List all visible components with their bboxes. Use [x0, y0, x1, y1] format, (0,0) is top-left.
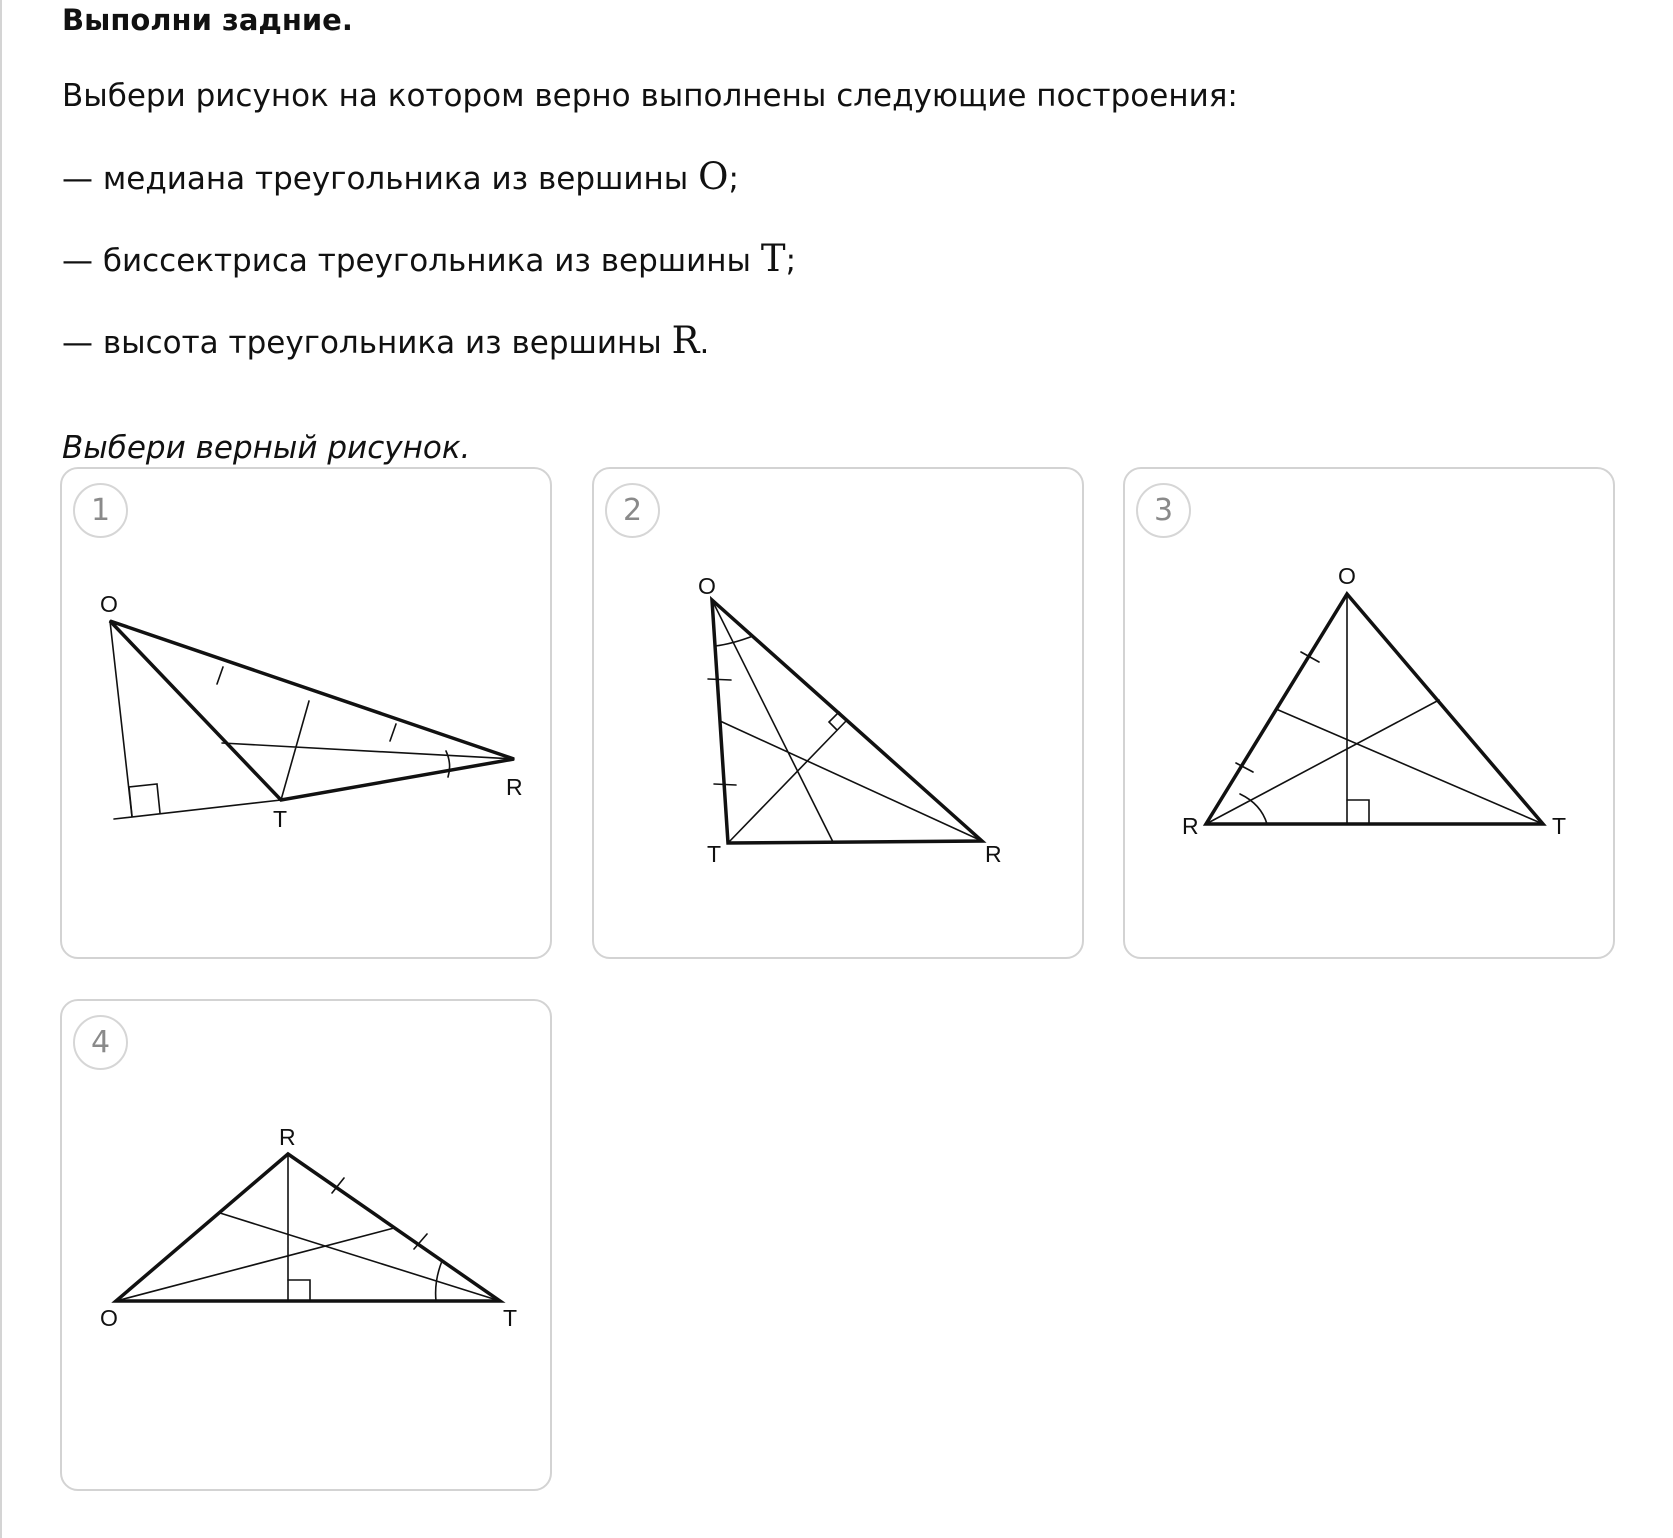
triangle-sides: [116, 1154, 500, 1301]
option-card-3[interactable]: [1123, 467, 1615, 959]
requirement-bisector: [62, 237, 796, 283]
requirement-altitude-text: — высота треугольника из вершины: [62, 325, 672, 361]
vertex-label-r: R: [506, 774, 523, 800]
construction-lines: [110, 621, 514, 819]
right-angle-mark: [129, 784, 160, 816]
vertex-label-r: R: [279, 1124, 296, 1150]
triangle-sides: [110, 621, 514, 800]
option-number-badge: 1: [73, 483, 128, 538]
vertex-label-o: O: [698, 573, 716, 599]
vertex-label-r: R: [985, 841, 1002, 867]
requirement-altitude-end: .: [699, 325, 710, 361]
option-card-2[interactable]: [592, 467, 1084, 959]
vertex-label-o: O: [1338, 563, 1356, 589]
triangle-figure-1: [62, 469, 550, 957]
requirement-bisector-text: — биссектриса треугольника из вершины: [62, 243, 761, 279]
vertex-label-t: T: [1552, 813, 1567, 839]
triangle-figure-3: [1125, 469, 1613, 957]
instruction: Выбери верный рисунок.: [62, 430, 471, 466]
option-number-badge: 2: [605, 483, 660, 538]
triangle-figure-2: [594, 469, 1082, 957]
equal-segment-ticks: [332, 1178, 427, 1249]
vertex-label-t: T: [273, 806, 288, 832]
requirement-median: [62, 155, 739, 201]
task-intro-text: Выбери рисунок на котором верно выполнены следующие построения:: [62, 78, 1238, 114]
vertex-label-t: T: [707, 841, 722, 867]
construction-lines: [116, 1154, 500, 1301]
task-intro: [62, 74, 1238, 118]
requirement-bisector-end: ;: [785, 243, 797, 279]
vertex-label-t: T: [503, 1305, 518, 1331]
vertex-label-r: R: [1182, 813, 1199, 839]
option-card-1[interactable]: [60, 467, 552, 959]
option-number-badge: 3: [1136, 483, 1191, 538]
requirement-median-vertex: O: [698, 155, 729, 198]
vertex-label-o: O: [100, 591, 118, 617]
requirement-bisector-vertex: T: [760, 237, 786, 280]
task-title: Выполни задние.: [62, 3, 353, 37]
left-border: [0, 0, 2, 1538]
option-number-badge: 4: [73, 1015, 128, 1070]
requirement-altitude: [62, 319, 709, 365]
option-card-4[interactable]: [60, 999, 552, 1491]
requirement-median-text: — медиана треугольника из вершины: [62, 161, 699, 197]
right-angle-mark: [1347, 800, 1369, 824]
right-angle-mark: [288, 1280, 310, 1301]
equal-segment-ticks: [217, 667, 396, 741]
requirement-median-end: ;: [728, 161, 739, 197]
requirement-altitude-vertex: R: [671, 319, 700, 362]
vertex-label-o: O: [100, 1305, 118, 1331]
triangle-sides: [1206, 594, 1543, 824]
triangle-figure-4: [62, 1001, 550, 1489]
